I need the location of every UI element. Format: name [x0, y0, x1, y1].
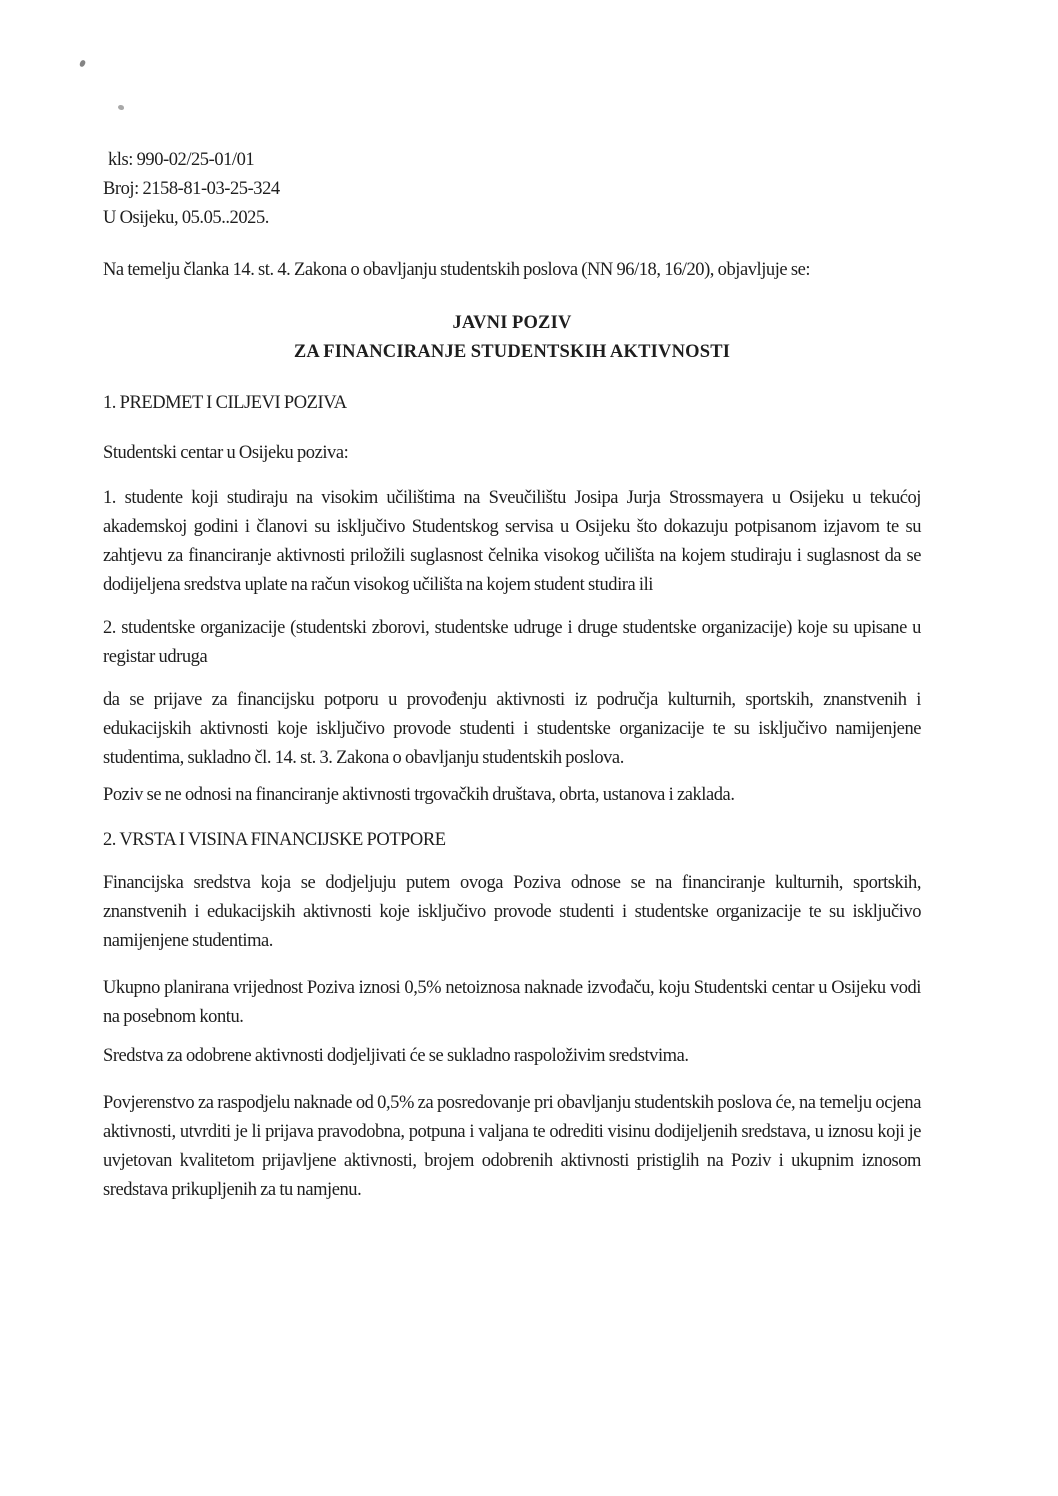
section-1-exclusion-paragraph: Poziv se ne odnosi na financiranje aktivnosti trgovačkih društava, obrta, ustanova i zaklada. [103, 785, 735, 805]
section-1-item-2-paragraph: 2. studentske organizacije (studentski zborovi, studentske udruge i druge studentske organizacije) koje su upisane u registar udruga [103, 618, 921, 667]
document-header [103, 0, 921, 233]
section-1-intro-paragraph: Studentski centar u Osijeku poziva: [103, 443, 349, 463]
document-content [103, 0, 921, 1205]
title-line-2: ZA FINANCIRANJE STUDENTSKIH AKTIVNOSTI [293, 342, 731, 362]
section-2-paragraph-1: Financijska sredstva koja se dodjeljuju putem ovoga Poziva odnose se na financiranje kulturnih, sportskih, znanstvenih i edukacijskih aktivnosti koje isključivo provode studenti i studentske organizacije te su isključivo namijenjene studentima. [103, 873, 921, 951]
place-date-line: U Osijeku, 05.05..2025. [103, 208, 269, 228]
document-title [103, 309, 921, 367]
scan-speck-top [79, 59, 86, 67]
section-2-heading: 2. VRSTA I VISINA FINANCIJSKE POTPORE [103, 830, 446, 850]
registry-number-line: Broj: 2158-81-03-25-324 [103, 179, 280, 199]
classification-number-line: kls: 990-02/25-01/01 [108, 150, 255, 170]
section-2-paragraph-3: Sredstva za odobrene aktivnosti dodjeljivati će se sukladno raspoloživim sredstvima. [103, 1046, 689, 1066]
section-2-paragraph-4: Povjerenstvo za raspodjelu naknade od 0,5% za posredovanje pri obavljanju studentskih poslova će, na temelju ocjena aktivnosti, utvrditi je li prijava pravodobna, potpuna i valjana te odrediti visinu dodijeljenih sredstava, u iznosu koji je uvjetovan kvalitetom prijavljene aktivnosti, brojem odobrenih aktivnosti pristiglih na Poziv i ukupnim iznosom sredstava prikupljenih za tu namjenu. [103, 1093, 921, 1200]
legal-basis-paragraph: Na temelju članka 14. st. 4. Zakona o obavljanju studentskih poslova (NN 96/18, 16/20), objavljuje se: [103, 260, 811, 280]
scan-bottom-edge-line [0, 1491, 1058, 1496]
title-line-1: JAVNI POZIV [452, 313, 572, 333]
section-1-item-1-paragraph: 1. studente koji studiraju na visokim učilištima na Sveučilištu Josipa Jurja Strossmayera u Osijeku u tekućoj akademskoj godini i članovi su isključivo Studentskog servisa u Osijeku što dokazuju potpisanom izjavom te su zahtjevu za financiranje aktivnosti priložili suglasnost čelnika visokog učilišta na kojem studiraju i suglasnost da se dodijeljena sredstva uplate na račun visokog učilišta na kojem student studira ili [103, 488, 921, 595]
section-1-purpose-paragraph: da se prijave za financijsku potporu u provođenju aktivnosti iz područja kulturnih, sportskih, znanstvenih i edukacijskih aktivnosti koje isključivo provode studenti i studentske organizacije te su isključivo namijenjene studentima, sukladno čl. 14. st. 3. Zakona o obavljanju studentskih poslova. [103, 690, 921, 768]
section-2-paragraph-2: Ukupno planirana vrijednost Poziva iznosi 0,5% netoiznosa naknade izvođaču, koju Studentski centar u Osijeku vodi na posebnom kontu. [103, 978, 921, 1027]
section-1-heading: 1. PREDMET I CILJEVI POZIVA [103, 393, 347, 413]
